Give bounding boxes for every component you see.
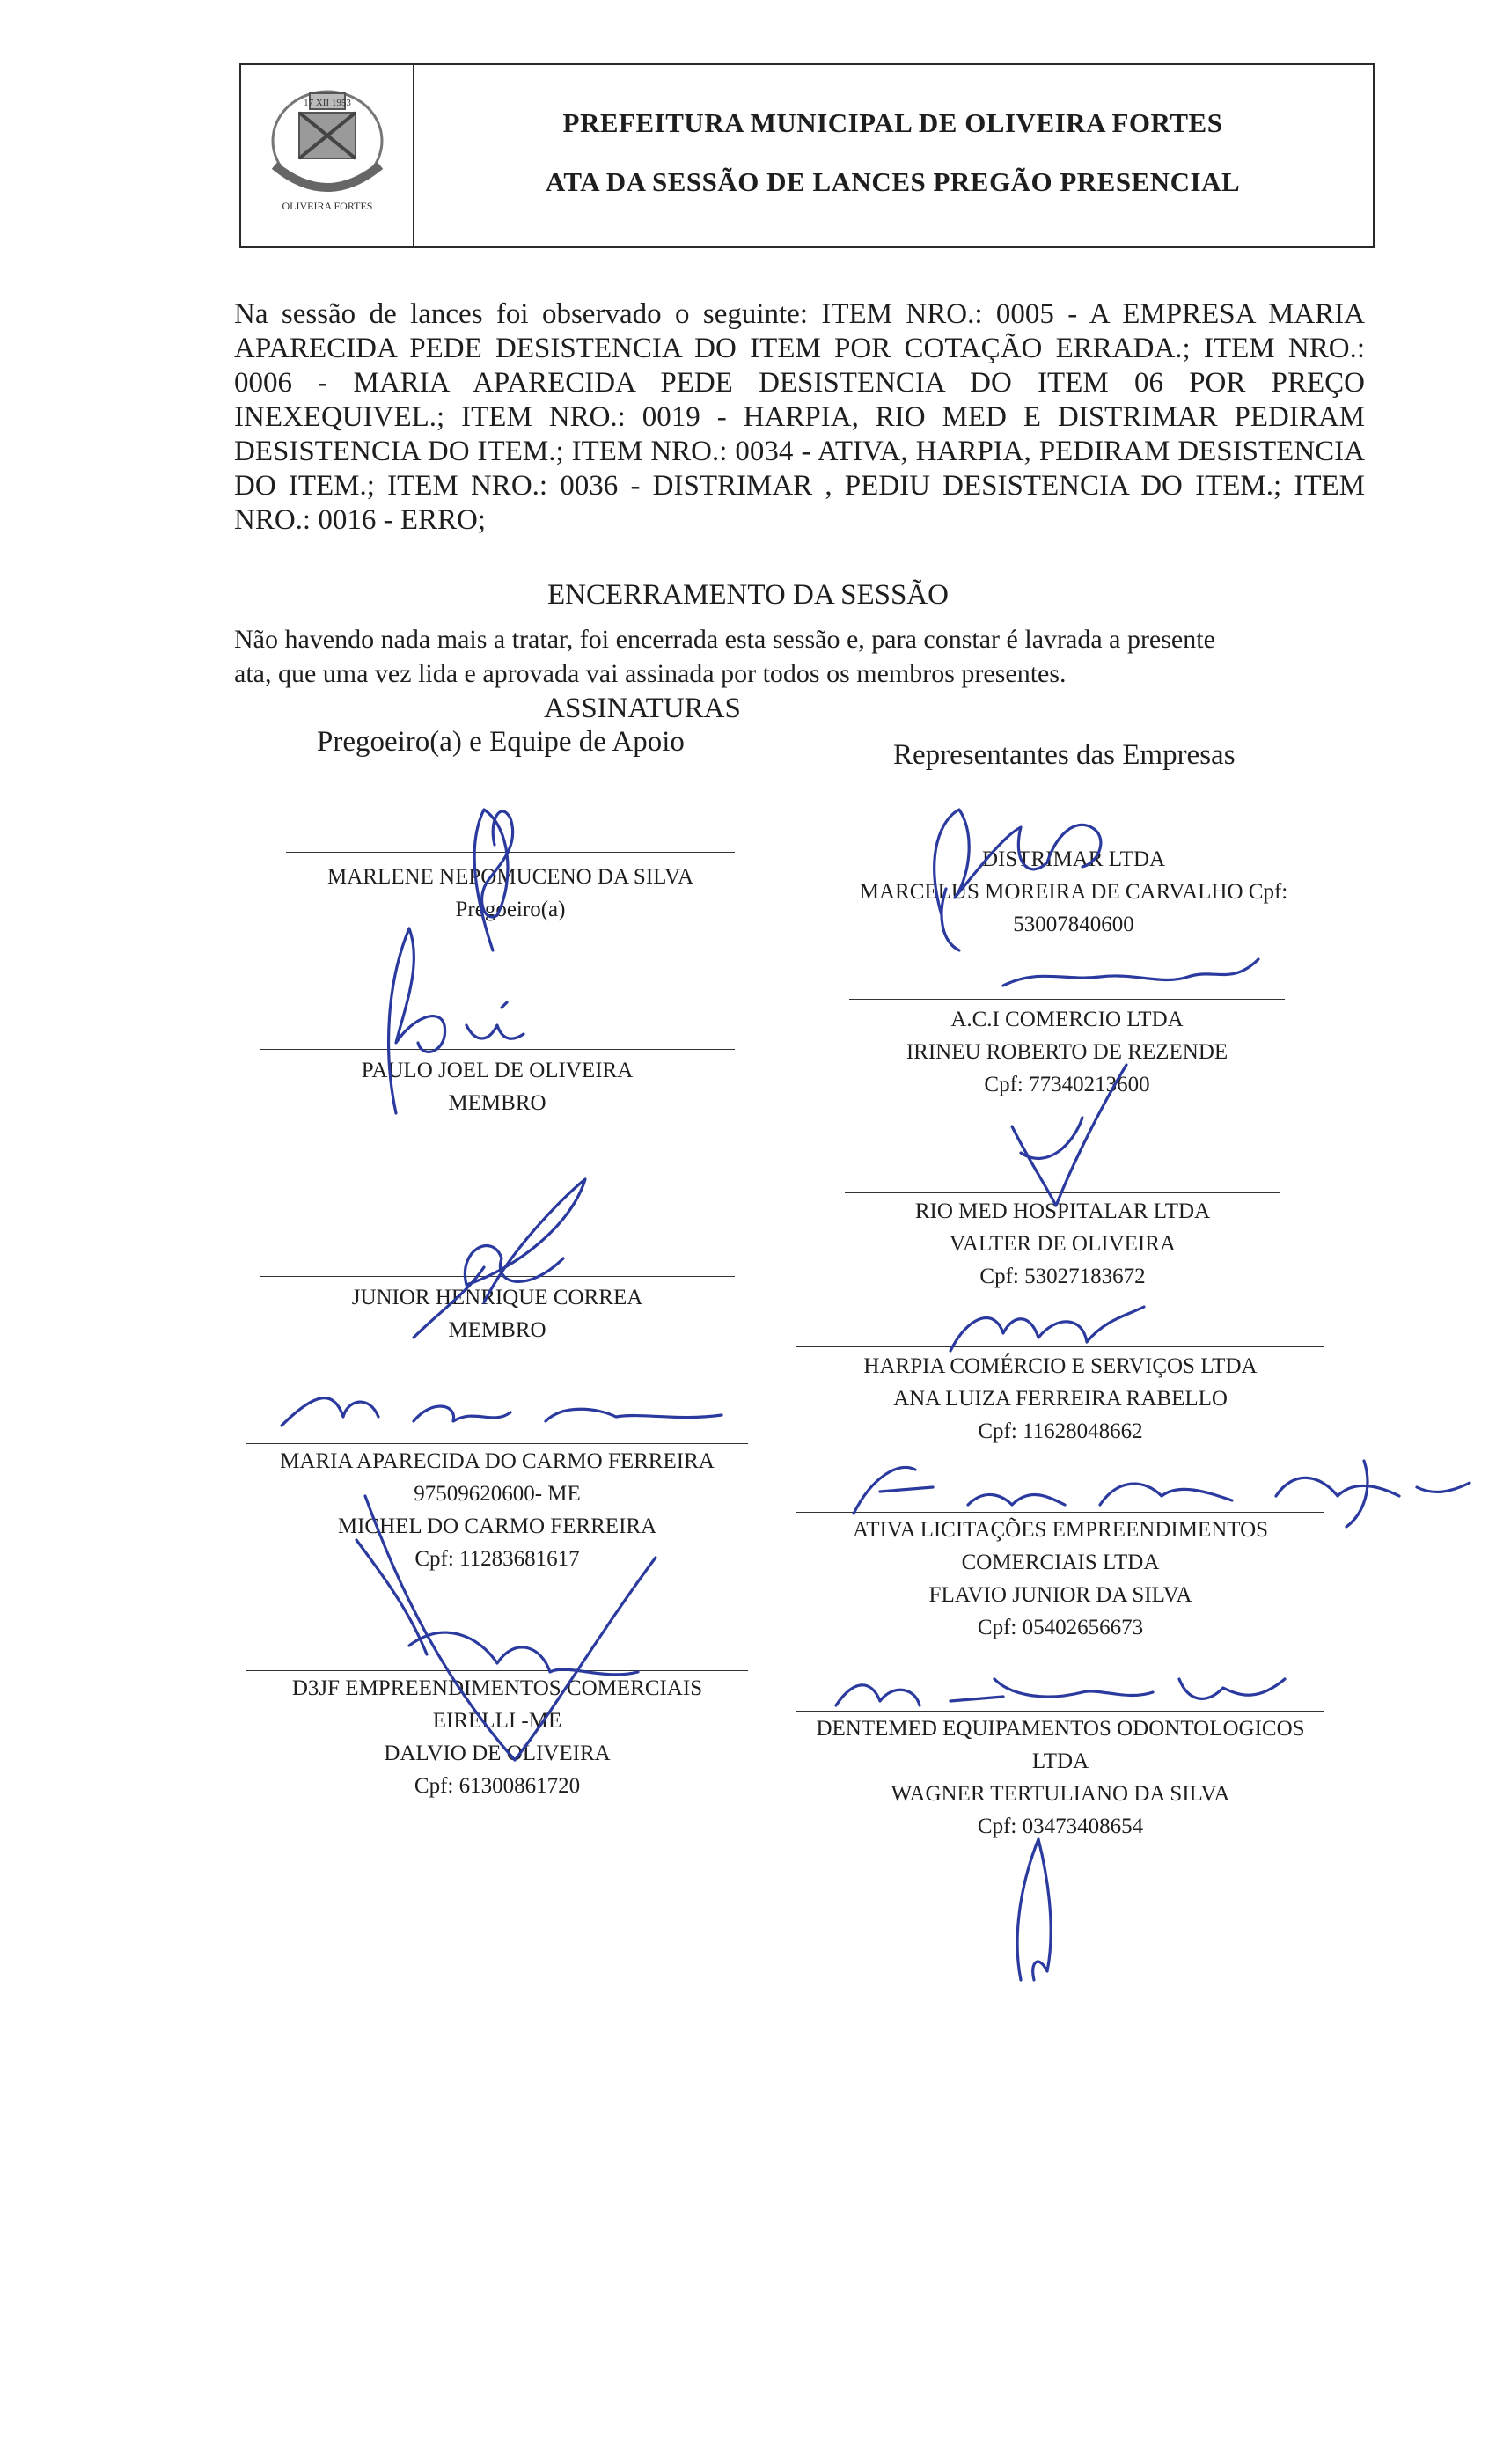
signer-aci <box>849 1003 1285 1101</box>
signer-cpf: Cpf: 61300861720 <box>414 1774 581 1798</box>
signer-name: DALVIO DE OLIVEIRA <box>384 1742 611 1765</box>
signer-role: MEMBRO <box>448 1091 546 1115</box>
signer-name: MARCELUS MOREIRA DE CARVALHO Cpf: <box>859 880 1288 904</box>
signer-name: WAGNER TERTULIANO DA SILVA <box>891 1782 1230 1806</box>
header-title-line1: PREFEITURA MUNICIPAL DE OLIVEIRA FORTES <box>562 107 1223 138</box>
signer-dentemed <box>774 1712 1346 1843</box>
signature-line <box>849 999 1285 1000</box>
signer-name: FLAVIO JUNIOR DA SILVA <box>928 1583 1192 1607</box>
signer-company: A.C.I COMERCIO LTDA <box>950 1008 1184 1031</box>
signer-cpf: 53007840600 <box>1013 913 1134 936</box>
signer-rio-med <box>845 1195 1280 1293</box>
municipal-coat-of-arms-icon <box>257 77 398 236</box>
signature-line <box>246 1670 748 1671</box>
observations-paragraph: Na sessão de lances foi observado o seguinte: ITEM NRO.: 0005 - A EMPRESA MARIA APARECIDA PEDE DESISTENCIA DO ITEM POR COTAÇÃO ERRADA.; ITEM NRO.: 0006 - MARIA APARECIDA PEDE DESISTENCIA DO ITEM 06 POR PREÇO INEXEQUIVEL.; ITEM NRO.: 0019 - HARPIA, RIO MED E DISTRIMAR PEDIRAM DESISTENCIA DO ITEM.; ITEM NRO.: 0034 - ATIVA, HARPIA, PEDIRAM DESISTENCIA DO ITEM.; ITEM NRO.: 0036 - DISTRIMAR , PEDIU DESISTENCIA DO ITEM.; ITEM NRO.: 0016 - ERRO; <box>234 298 1365 536</box>
signer-company: DISTRIMAR LTDA <box>981 847 1166 871</box>
document-header <box>239 63 1375 248</box>
signer-name: IRINEU ROBERTO DE REZENDE <box>906 1040 1228 1064</box>
header-title-line2: ATA DA SESSÃO DE LANCES PREGÃO PRESENCIAL <box>545 166 1241 197</box>
signature-line <box>796 1512 1324 1513</box>
signer-company: RIO MED HOSPITALAR LTDA <box>914 1199 1211 1223</box>
signer-name: VALTER DE OLIVEIRA <box>950 1232 1176 1256</box>
signer-name: ANA LUIZA FERREIRA RABELLO <box>893 1387 1228 1411</box>
right-column-title: Representantes das Empresas <box>893 739 1236 771</box>
signature-line <box>286 852 735 853</box>
signature-line <box>260 1276 735 1277</box>
signer-name: PAULO JOEL DE OLIVEIRA <box>361 1059 634 1082</box>
signer-distrimar <box>796 843 1351 941</box>
handwritten-signature-11 <box>986 1830 1091 1989</box>
signature-line <box>796 1711 1324 1712</box>
signer-membro-2 <box>260 1281 735 1346</box>
handwritten-signature-4 <box>264 1373 757 1443</box>
signer-company: MARIA APARECIDA DO CARMO FERREIRA <box>280 1449 715 1473</box>
signer-company: ATIVA LICITAÇÕES EMPREENDIMENTOS <box>852 1518 1269 1542</box>
signer-name: JUNIOR HENRIQUE CORREA <box>351 1286 643 1309</box>
signer-cpf: Cpf: 53027183672 <box>979 1265 1146 1288</box>
closing-line-1: Não havendo nada mais a tratar, foi encerrada esta sessão e, para constar é lavrada a presente <box>234 625 1215 654</box>
signer-company-cont: LTDA <box>1031 1749 1089 1773</box>
logo-ribbon-text: OLIVEIRA FORTES <box>282 200 373 212</box>
signature-line <box>796 1346 1324 1347</box>
signer-ativa <box>796 1514 1324 1644</box>
closing-line-2: ata, que uma vez lida e aprovada vai assinada por todos os membros presentes. <box>234 659 1067 688</box>
signature-line <box>246 1443 748 1444</box>
closing-section-title: ENCERRAMENTO DA SESSÃO <box>547 579 949 611</box>
signer-company-id: 97509620600- ME <box>414 1482 581 1506</box>
signer-company: D3JF EMPREENDIMENTOS COMERCIAIS <box>291 1676 703 1700</box>
signer-membro-1 <box>260 1054 735 1119</box>
signer-cpf: Cpf: 11283681617 <box>414 1547 580 1571</box>
logo-year-text: 17 XII 1953 <box>304 98 351 108</box>
signature-line <box>260 1049 735 1050</box>
signer-cpf: Cpf: 11628048662 <box>978 1419 1143 1443</box>
signer-name: MICHEL DO CARMO FERREIRA <box>337 1514 657 1538</box>
signer-name: MARLENE NEPOMUCENO DA SILVA <box>326 865 693 889</box>
left-column-title: Pregoeiro(a) e Equipe de Apoio <box>317 726 685 758</box>
signatures-title: ASSINATURAS <box>544 693 741 724</box>
signer-company-maria-aparecida <box>246 1445 748 1575</box>
signer-company-d3jf <box>246 1672 748 1802</box>
logo-cell <box>241 65 414 246</box>
signature-line <box>845 1192 1280 1193</box>
signer-company: DENTEMED EQUIPAMENTOS ODONTOLOGICOS <box>816 1717 1305 1741</box>
signer-pregoeira <box>286 861 735 926</box>
signer-harpia <box>796 1350 1324 1448</box>
signer-role: MEMBRO <box>448 1318 546 1342</box>
signer-cpf: Cpf: 77340213600 <box>984 1073 1150 1096</box>
signer-company-cont: COMERCIAIS LTDA <box>961 1551 1160 1574</box>
signer-role: Pregoeiro(a) <box>455 898 566 921</box>
signer-cpf: Cpf: 03473408654 <box>977 1815 1144 1838</box>
signer-company: HARPIA COMÉRCIO E SERVIÇOS LTDA <box>863 1354 1258 1378</box>
signer-company-suffix: EIRELLI -ME <box>432 1709 562 1733</box>
signer-cpf: Cpf: 05402656673 <box>977 1616 1144 1639</box>
